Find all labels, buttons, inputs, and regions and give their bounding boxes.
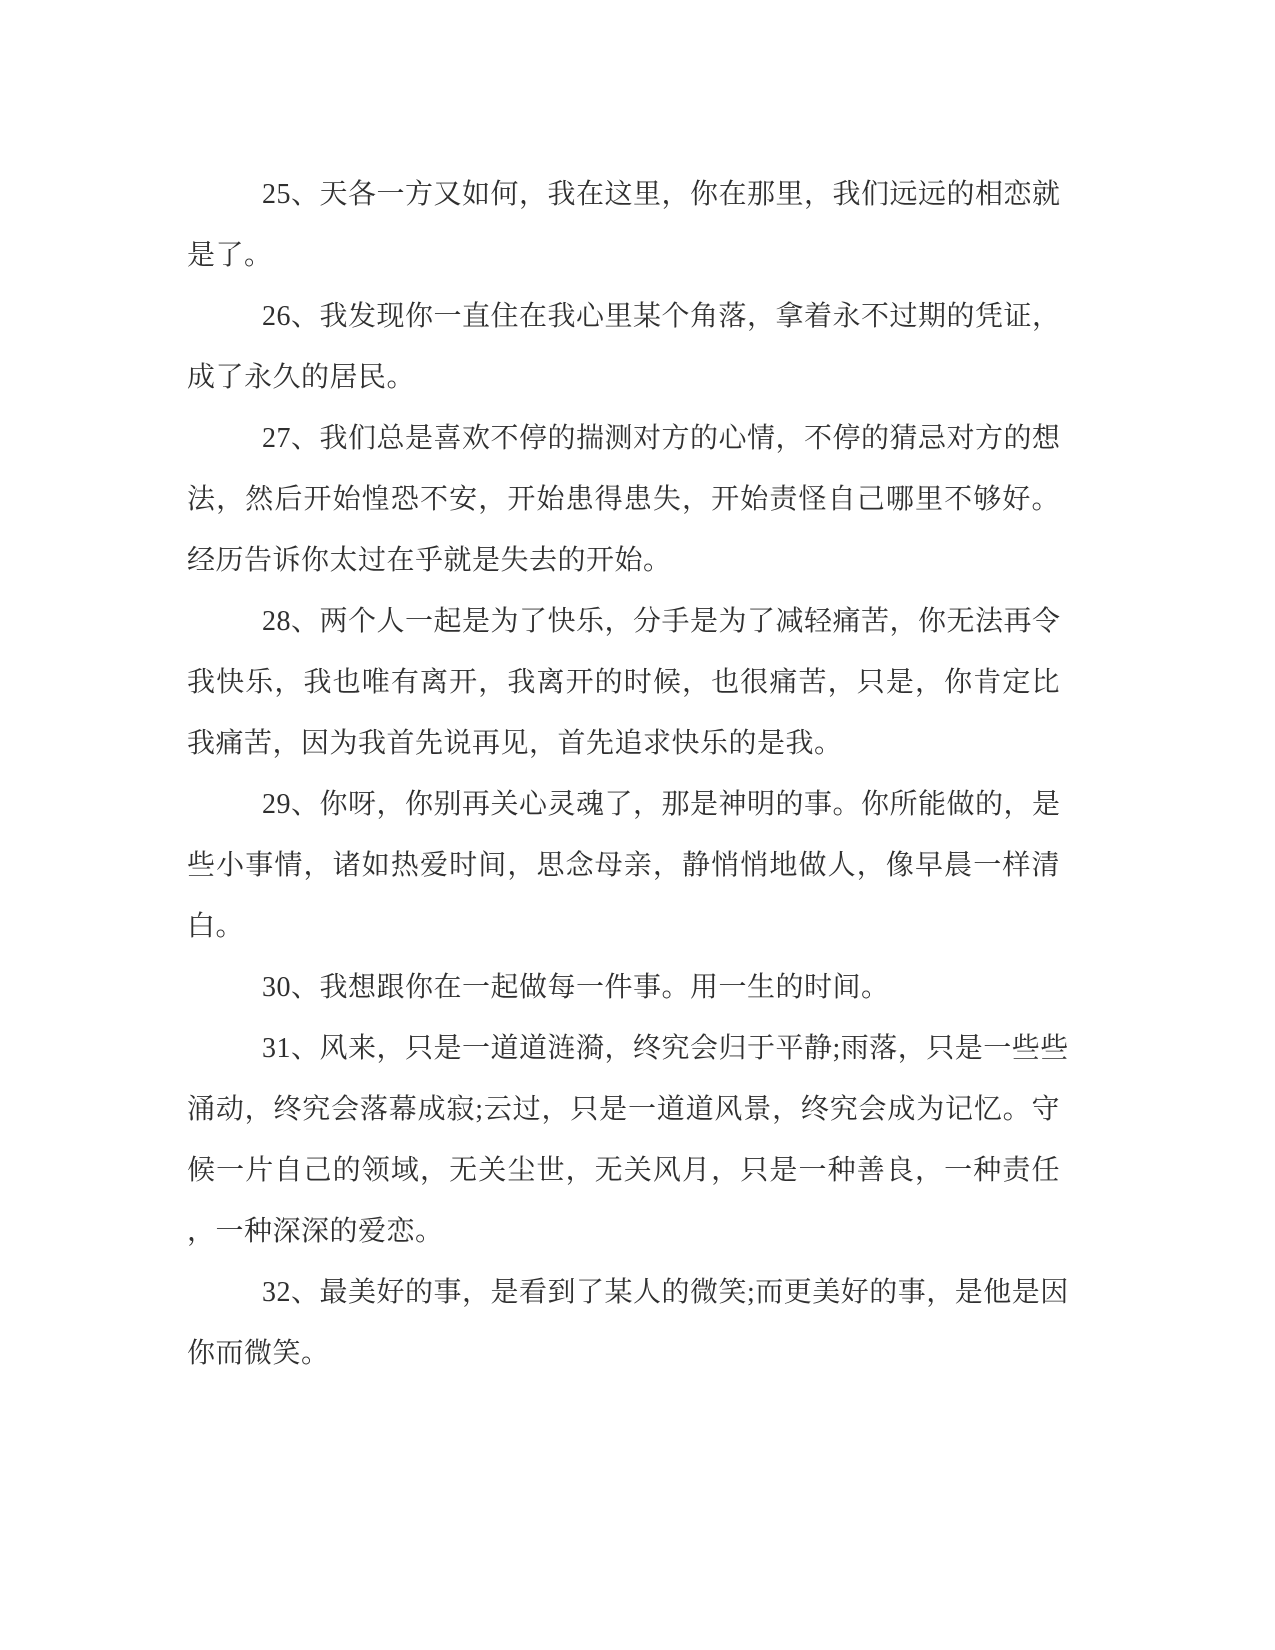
quote-paragraph-30 bbox=[187, 957, 1275, 1018]
quote-paragraph-29 bbox=[187, 774, 1275, 957]
text-line: 29、你呀，你别再关心灵魂了，那是神明的事。你所能做的，是 bbox=[262, 789, 1061, 820]
text-line: 我快乐，我也唯有离开，我离开的时候，也很痛苦，只是，你肯定比 bbox=[187, 667, 1060, 698]
quote-paragraph-28 bbox=[187, 591, 1275, 774]
text-line: 成了永久的居民。 bbox=[187, 362, 416, 393]
text-line: 28、两个人一起是为了快乐，分手是为了减轻痛苦，你无法再令 bbox=[262, 606, 1061, 637]
text-line: 法，然后开始惶恐不安，开始患得患失，开始责怪自己哪里不够好。 bbox=[187, 484, 1060, 515]
text-line: 白。 bbox=[187, 911, 245, 942]
text-line: ，一种深深的爱恋。 bbox=[187, 1216, 444, 1247]
quote-paragraph-27 bbox=[187, 408, 1275, 591]
quote-paragraph-31 bbox=[187, 1018, 1275, 1262]
text-line: 25、天各一方又如何，我在这里，你在那里，我们远远的相恋就 bbox=[262, 179, 1061, 210]
text-line: 你而微笑。 bbox=[187, 1338, 330, 1369]
text-line: 是了。 bbox=[187, 240, 273, 271]
text-line: 31、风来，只是一道道涟漪，终究会归于平静;雨落，只是一些些 bbox=[262, 1033, 1069, 1064]
text-line: 些小事情，诸如热爱时间，思念母亲，静悄悄地做人，像早晨一样清 bbox=[187, 850, 1060, 881]
text-line: 26、我发现你一直住在我心里某个角落，拿着永不过期的凭证， bbox=[262, 301, 1061, 332]
text-line: 30、我想跟你在一起做每一件事。用一生的时间。 bbox=[262, 972, 890, 1003]
text-line: 32、最美好的事，是看到了某人的微笑;而更美好的事，是他是因 bbox=[262, 1277, 1069, 1308]
text-line: 经历告诉你太过在乎就是失去的开始。 bbox=[187, 545, 672, 576]
quote-paragraph-32 bbox=[187, 1262, 1275, 1384]
quote-paragraph-26 bbox=[187, 286, 1275, 408]
text-line: 候一片自己的领域，无关尘世，无关风月，只是一种善良，一种责任 bbox=[187, 1155, 1060, 1186]
text-line: 27、我们总是喜欢不停的揣测对方的心情，不停的猜忌对方的想 bbox=[262, 423, 1061, 454]
quote-paragraph-25 bbox=[187, 164, 1275, 286]
text-line: 我痛苦，因为我首先说再见，首先追求快乐的是我。 bbox=[187, 728, 843, 759]
text-line: 涌动，终究会落幕成寂;云过，只是一道道风景，终究会成为记忆。守 bbox=[187, 1094, 1060, 1125]
